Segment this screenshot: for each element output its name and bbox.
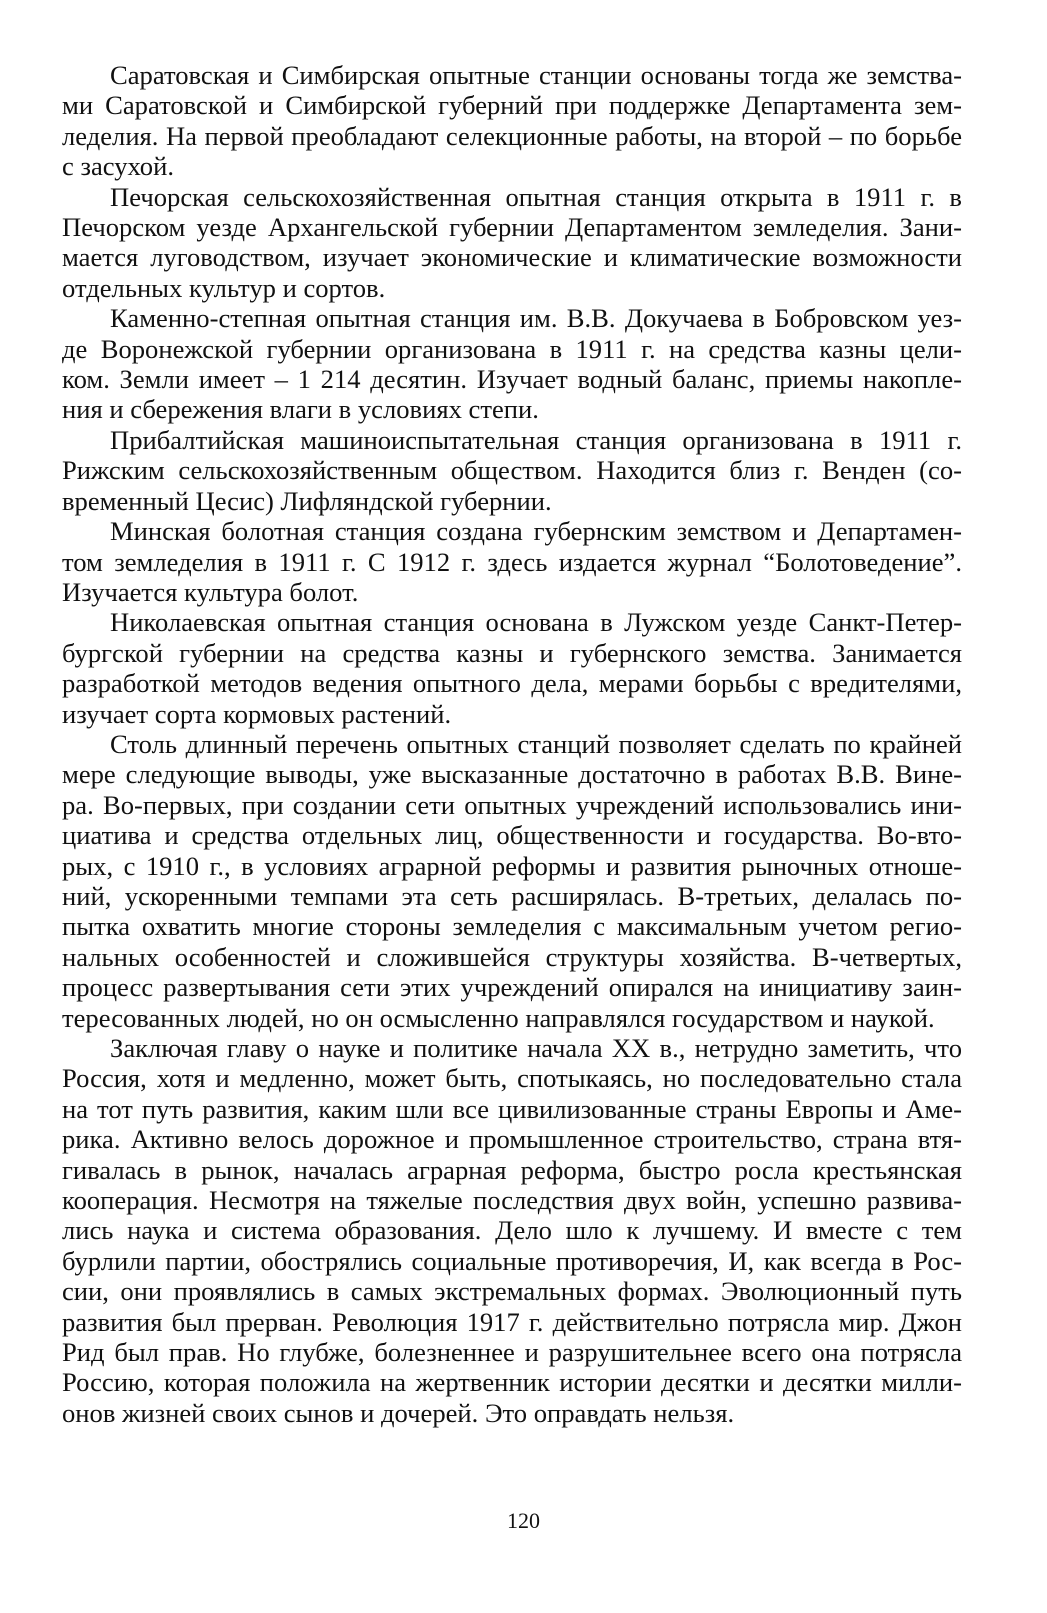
text-line: ния и сбережения влаги в условиях степи. [62,394,539,425]
text-line: Николаевская опытная станция основана в Лужском уезде Санкт-Петер- [110,607,962,638]
text-line: Россию, которая положила на жертвенник истории десятки и десятки милли- [62,1367,962,1398]
paragraph-pechora [62,182,962,304]
text-line: ком. Земли имеет – 1 214 десятин. Изучает водный баланс, приемы накопле- [62,364,962,395]
text-line: Печорском уезде Архангельской губернии Департаментом земледелия. Зани- [62,212,962,243]
text-line: Каменно-степная опытная станция им. В.В. Докучаева в Бобровском уез- [110,303,962,334]
text-line: де Воронежской губернии организована в 1911 г. на средства казны цели- [62,333,962,364]
text-line: циатива и средства отдельных лиц, общественности и государства. Во-вто- [62,820,962,851]
page-number: 120 [507,1508,540,1533]
text-line: мере следующие выводы, уже высказанные достаточно в работах В.В. Вине- [62,759,962,790]
text-line: ра. Во-первых, при создании сети опытных учреждений использовались ини- [62,789,962,820]
text-line: бургской губернии на средства казны и губернского земства. Занимается [62,637,962,668]
text-line: Рижским сельскохозяйственным обществом. Находится близ г. Венден (со- [62,455,962,486]
paragraph-conclusions [62,729,962,1033]
text-line: на тот путь развития, каким шли все цивилизованные страны Европы и Аме- [62,1093,962,1124]
paragraph-kamenno-steppe [62,303,962,425]
text-line: изучает сорта кормовых растений. [62,698,452,729]
text-line: Рид был прав. Но глубже, болезненнее и разрушительнее всего она потрясла [62,1337,962,1368]
text-line: тересованных людей, но он осмысленно направлялся государством и наукой. [62,1002,935,1033]
text-line: лись наука и система образования. Дело шло к лучшему. И вместе с тем [62,1215,962,1246]
text-line: пытка охватить многие стороны земледелия с максимальным учетом регио- [62,911,962,942]
paragraph-chapter-summary [62,1033,962,1428]
text-line: Столь длинный перечень опытных станций позволяет сделать по крайней [110,728,962,759]
text-line: кооперация. Несмотря на тяжелые последствия двух войн, успешно развива- [62,1185,962,1216]
text-line: временный Цесис) Лифляндской губернии. [62,485,552,516]
text-line: рых, с 1910 г., в условиях аграрной реформы и развития рыночных отноше- [62,850,962,881]
text-line: онов жизней своих сынов и дочерей. Это оправдать нельзя. [62,1397,735,1428]
text-line: отдельных культур и сортов. [62,272,386,303]
page-body [62,60,962,1530]
text-line: нальных особенностей и сложившейся структуры хозяйства. В-четвертых, [62,941,962,972]
text-line: Заключая главу о науке и политике начала XX в., нетрудно заметить, что [110,1033,962,1063]
text-line: гивалась в рынок, началась аграрная реформа, быстро росла крестьянская [62,1154,962,1185]
text-line: сии, они проявлялись в самых экстремальных формах. Эволюционный путь [62,1276,962,1307]
text-line: развития был прерван. Революция 1917 г. действительно потрясла мир. Джон [62,1306,962,1337]
paragraph-nikolaev [62,607,962,729]
text-line: леделия. На первой преобладают селекционные работы, на второй – по борьбе [62,120,962,151]
text-line: мается луговодством, изучает экономические и климатические возможности [62,242,962,273]
paragraph-saratov-simbirsk [62,60,962,182]
text-line: Минская болотная станция создана губернским земством и Департамен- [110,516,962,547]
text-line: том земледелия в 1911 г. С 1912 г. здесь издается журнал “Болотоведение”. [62,546,962,577]
text-line: Печорская сельскохозяйственная опытная станция открыта в 1911 г. в [110,181,962,212]
text-line: Россия, хотя и медленно, может быть, спотыкаясь, но последовательно стала [62,1063,962,1094]
text-line: рика. Активно велось дорожное и промышленное строительство, страна втя- [62,1124,962,1155]
text-line: с засухой. [62,151,174,182]
paragraph-minsk [62,516,962,607]
text-line: бурлили партии, обострялись социальные противоречия, И, как всегда в Рос- [62,1245,962,1276]
text-line: Саратовская и Симбирская опытные станции основаны тогда же земства- [110,60,962,90]
text-line: процесс развертывания сети этих учреждений опирался на инициативу заин- [62,972,962,1003]
text-line: Изучается культура болот. [62,576,359,607]
text-line: ми Саратовской и Симбирской губерний при поддержке Департамента зем- [62,90,962,121]
paragraph-baltic [62,425,962,516]
text-line: ний, ускоренными темпами эта сеть расширялась. В-третьих, делалась по- [62,880,962,911]
text-line: Прибалтийская машиноиспытательная станция организована в 1911 г. [110,424,962,455]
text-line: разработкой методов ведения опытного дела, мерами борьбы с вредителями, [62,668,962,699]
